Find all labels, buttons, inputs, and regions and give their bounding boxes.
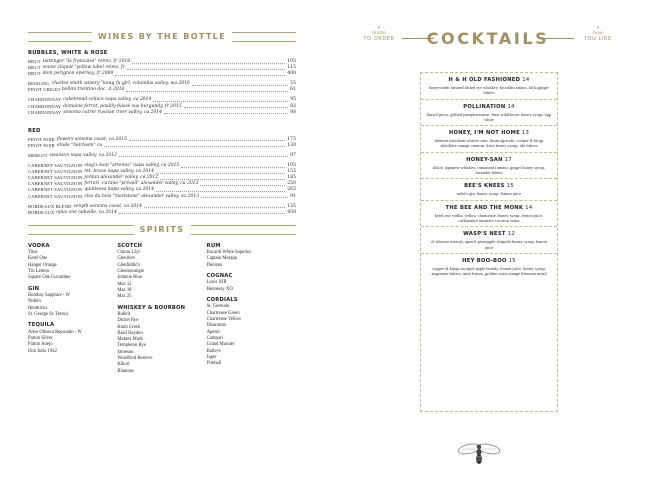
cocktail-item [421, 153, 557, 180]
spirit-item: Chivas 12yr [117, 250, 141, 256]
wine-price: 265 [287, 187, 296, 193]
wine-price: 105 [287, 163, 296, 169]
spirit-group [117, 243, 206, 301]
cocktail-item [421, 179, 557, 200]
spirit-item: Glenlivet [117, 256, 135, 262]
wine-name: PINOT NOIR [28, 136, 55, 142]
spirit-item: Knob Creek [117, 324, 141, 330]
wine-desc: dom perignon epernay, fr 2009 [42, 71, 114, 77]
leader-dots [181, 163, 285, 168]
wine-price: 91 [290, 193, 296, 199]
spirit-item: Patron Silver [28, 335, 53, 341]
wine-desc: jordan alexander valley, ca 2012 [84, 175, 159, 181]
spirit-item: Baileys [206, 348, 221, 354]
cocktails-header [352, 22, 624, 52]
wine-name: CHARDONNAY [28, 97, 62, 103]
cocktail-ingredients: copper & kings un-aged apple brandy, lemon juice, honey syrup, angostura bitters, mint leaves, golden coast orange blossom mead [431, 265, 547, 277]
wine-name: PINOT NOIR [28, 142, 55, 148]
wine-name: BORDEAUX BLEND [28, 203, 72, 209]
wine-desc: quintessa napa valley, ca 2014 [84, 187, 154, 193]
cocktail-title: WASP'S NEST [463, 231, 506, 238]
wine-price: 55 [290, 81, 296, 87]
wine-price: 175 [287, 136, 296, 142]
wine-name: REISLING [28, 81, 50, 87]
cocktail-name [421, 77, 557, 83]
wine-price: 95 [290, 97, 296, 103]
cocktail-title: HEY BOO-BOO [462, 257, 507, 264]
how-you-like: ✶ how YOU LIKE [580, 26, 616, 42]
cocktail-ingredients: honeycomb infused dickel rye whiskey, brooklin amaro, lolla ginger bitters [429, 85, 549, 96]
wine-row [28, 210, 296, 216]
cocktail-price: 14 [507, 103, 515, 110]
bee-logo-icon [456, 440, 502, 466]
spirit-category: VODKA [28, 242, 50, 249]
wine-price: 130 [287, 142, 296, 148]
wine-desc: flowers sonoma coast, ca 2015 [56, 136, 127, 142]
spirit-item: Mac 25 [117, 294, 132, 300]
leader-dots [201, 194, 288, 199]
cocktail-price: 14 [525, 204, 533, 211]
cocktail-title: HONEY, I'M NOT HOME [448, 130, 520, 137]
wine-name: CABERNET SAUVIGNON [28, 175, 83, 181]
wine-category: BUBBLES, WHITE & ROSE [28, 50, 108, 56]
spirit-category: WHISKEY & BOURBON [117, 304, 186, 311]
spirit-item: Grand Marnier [206, 342, 235, 348]
spirit-item: Denizen [206, 262, 223, 268]
wine-desc: stag's leap "artemis" napa valley, ca 2015 [84, 163, 180, 169]
spirit-item: Basil Hayden [117, 330, 143, 336]
wines-title: WINES BY THE BOTTLE [92, 30, 232, 44]
cocktail-title: H & H OLD FASHIONED [448, 77, 521, 83]
wine-price: 185 [287, 175, 296, 181]
leader-dots [104, 143, 285, 148]
wine-price: 250 [287, 181, 296, 187]
spirit-item: Patron Anejo [28, 342, 53, 348]
spirit-item: Chartreuse Yellow [206, 317, 242, 323]
spirit-item: Johnnie Blue [117, 275, 142, 281]
wine-price: 88 [290, 109, 296, 115]
wine-desc: mt. brave napa valley, ca 2014 [84, 169, 154, 175]
cocktail-price: 15 [508, 257, 516, 264]
right-page [352, 22, 624, 277]
leader-dots [132, 59, 285, 64]
cocktail-price: 12 [507, 231, 515, 238]
spirit-item: St. George St. Terroir [28, 311, 69, 317]
spirit-item: Dickel Rye [117, 318, 139, 324]
wine-name: BRUT [28, 65, 41, 71]
leader-dots [156, 187, 285, 192]
cocktail-title: POLLINATION [463, 103, 506, 110]
spirit-item: Aperol [206, 329, 220, 335]
spirits-title: SPIRITS [134, 223, 191, 237]
leader-dots [119, 210, 285, 215]
cocktail-price: 14 [522, 77, 530, 83]
cocktail-ingredients: el silencio mezcal, aperol, pineapple-chipotle-honey syrup, lemon juice [431, 239, 547, 250]
spirit-group [207, 243, 296, 269]
leader-dots [160, 175, 285, 180]
cocktail-title: HONEY-SAN [466, 156, 503, 163]
spirit-item: Makers Mark [117, 337, 143, 343]
spirit-item: Captain Morgan [206, 256, 238, 262]
wine-name: CABERNET SAUVIGNON [28, 163, 83, 169]
wine-name: BRUT [28, 59, 41, 64]
spirit-item: Fireball [206, 361, 222, 367]
made-to-order: ✶ made TO ORDER [363, 26, 395, 42]
cocktail-item [421, 126, 557, 153]
leader-dots [115, 71, 285, 76]
spirit-category: TEQUILA [28, 322, 55, 329]
cocktail-name [421, 157, 557, 163]
wine-name: CABERNET SAUVIGNON [28, 193, 83, 199]
wine-price: 61 [290, 87, 296, 93]
wine-desc: bollini trentino doc, it 2016 [61, 87, 125, 93]
spirit-item: Mac 12 [117, 281, 132, 287]
wine-desc: charles smith winery "kung fu girl, columbia valley, wa 2016 [51, 81, 190, 87]
wine-desc: taittinger "la francaise" reims, fr 2016 [42, 59, 131, 64]
wine-name: CABERNET SAUVIGNON [28, 187, 83, 193]
star-icon: ✶ [596, 26, 600, 31]
spirits-columns [28, 243, 296, 379]
spirit-category: SCOTCH [117, 242, 143, 249]
wine-desc: zenyth sonoma coast, ca 2014 [73, 203, 142, 209]
spirit-item: Altos Olmeca Reposado - W [28, 329, 82, 335]
wine-desc: etude "heirloom" ca [56, 142, 103, 148]
wine-name: CHARDONNAY [28, 109, 62, 115]
spirits-column [117, 243, 206, 379]
cocktail-item [421, 73, 557, 100]
spirit-item: Don Julio 1942 [28, 348, 57, 354]
spirit-item: Titos [28, 250, 38, 256]
wine-name: BRUT [28, 71, 41, 77]
cocktail-name [421, 104, 557, 110]
spirits-column [28, 243, 117, 379]
wine-desc: swanson napa valley, ca 2012 [49, 152, 117, 158]
leader-dots [127, 65, 286, 70]
cocktail-item [421, 100, 557, 127]
wines-header [28, 30, 296, 44]
spirit-group [28, 243, 117, 282]
cocktail-name [421, 231, 557, 237]
cocktail-price: 15 [506, 183, 514, 190]
leader-dots [156, 169, 285, 174]
spirit-item: Bulleit [117, 311, 131, 317]
spirit-item: Glenmorangie [117, 269, 145, 275]
spirit-item: St. Germain [206, 304, 230, 310]
spirits-column [207, 243, 296, 379]
spirit-item: Louis XIII [206, 280, 227, 286]
leader-dots [119, 153, 288, 158]
spirit-group [207, 273, 296, 293]
leader-dots [164, 110, 288, 115]
cocktail-ingredients: ketel one vodka, yellow chartreuse, honey syrup, lemon juice, carbonated turmeric-coconut water [434, 212, 544, 223]
wine-price: 82 [290, 103, 296, 109]
spirit-item: Glenfiddich [117, 262, 140, 268]
leader-dots [144, 204, 285, 209]
spirit-item: Nolet's [28, 299, 42, 305]
wine-price: 450 [287, 209, 296, 215]
wine-desc: veuve cliquot "yellow label reims, fr [42, 65, 125, 71]
spirit-group [117, 305, 206, 375]
wine-name: PINOT GRIGIO [28, 87, 60, 93]
cocktail-item [421, 227, 557, 254]
wine-desc: clos du bois "marlstone" alexander valley, ca 2013 [84, 193, 199, 199]
wine-price: 105 [287, 59, 296, 64]
cocktail-price: 17 [504, 156, 512, 163]
spirit-category: COGNAC [206, 273, 233, 280]
spirit-item: Templeton Rye [117, 343, 146, 349]
spirit-group [28, 286, 117, 319]
wine-price: 155 [287, 203, 296, 209]
leader-dots [184, 104, 288, 109]
wine-name: CABERNET SAUVIGNON [28, 169, 83, 175]
spirit-category: GIN [28, 285, 40, 292]
spirit-category: RUM [206, 242, 221, 249]
leader-dots [129, 137, 285, 142]
spirit-item: Kikori [117, 362, 130, 368]
spirit-item: Hanger Orange [28, 262, 57, 268]
spirit-item: Hennessy XO [206, 286, 233, 292]
wine-name: MERLOT [28, 152, 48, 158]
cocktail-ingredients: nolet's gin, honey syrup, lemon juice [456, 191, 522, 197]
spirit-item: Campari [206, 335, 223, 341]
wine-name: CABERNET SAUVIGNON [28, 181, 83, 187]
wine-desc: opus one oakville, ca 2014 [56, 209, 117, 215]
wines-list [28, 50, 296, 216]
spirit-item: Jager [206, 354, 217, 360]
wine-price: 97 [290, 152, 296, 158]
spirit-item: Tru Lemon [28, 269, 50, 275]
spirit-item: Ketel One [28, 256, 48, 262]
spirit-item: Hendricks [28, 305, 48, 311]
spirit-group [207, 297, 296, 367]
cocktail-ingredients: barsol pisco, giffard pamplemousse, lime wildflower honey syrup, egg white [427, 111, 551, 122]
spirit-group [28, 322, 117, 355]
wine-desc: ferrari -carano "prevail" alexander valley, ca 2013 [84, 181, 199, 187]
wine-name: BORDEAUX [28, 209, 55, 215]
cocktails-title: COCKTAILS [426, 29, 550, 48]
wine-desc: cakebread cellars napa valley, ca 2014 [63, 97, 152, 103]
spirit-item: Chartreuse Green [206, 310, 240, 316]
cocktail-price: 13 [521, 130, 530, 137]
spirits-header [28, 223, 296, 237]
cocktail-ingredients: denizen merchant reserve rum, rhum agricole, cooper & kings destillare orange curacao, kiwi-honey syrup, tiki bitters [434, 138, 544, 149]
leader-dots [200, 181, 285, 186]
wine-desc: sonoma cutrer russian river valley, ca 2014 [63, 109, 163, 115]
spirit-item: Mac 18 [117, 287, 132, 293]
cocktail-name [421, 130, 557, 136]
wine-desc: domaine ferret, pouilly-fuissé sus burgundy, fr 2015 [63, 103, 182, 109]
spirit-item: Bacardi White Superior [206, 250, 252, 256]
spirit-item: Disaronno [206, 323, 227, 329]
cocktail-item [421, 254, 557, 280]
spirit-item: Blantons [117, 368, 134, 374]
cocktail-name [421, 205, 557, 211]
wine-name: CHARDONNAY [28, 103, 62, 109]
wine-category: RED [28, 127, 41, 134]
spirit-item: Bombay Sapphire - W [28, 293, 70, 299]
spirit-item: Jameson [117, 349, 134, 355]
leader-dots [153, 97, 288, 102]
left-page [28, 30, 296, 379]
cocktail-ingredients: kikori japanese whiskey, ramazzotti amaro, ginger honey syrup, lavender bitters [432, 164, 546, 176]
spirit-item: Square One Cucumber [28, 275, 71, 281]
spirit-category: CORDIALS [206, 297, 238, 304]
leader-dots [192, 81, 288, 86]
cocktail-name [421, 183, 557, 189]
cocktail-list [420, 72, 558, 412]
cocktail-name [421, 258, 557, 264]
cocktail-title: BEE'S KNEES [464, 183, 505, 190]
spirit-item: Woodford Reserve [117, 356, 153, 362]
wine-price: 115 [287, 65, 296, 71]
star-icon: ✶ [377, 26, 381, 31]
cocktail-item [421, 201, 557, 228]
wine-price: 155 [287, 169, 296, 175]
wine-price: 400 [287, 71, 296, 77]
leader-dots [126, 87, 288, 92]
cocktail-title: THE BEE AND THE MONK [445, 204, 524, 211]
